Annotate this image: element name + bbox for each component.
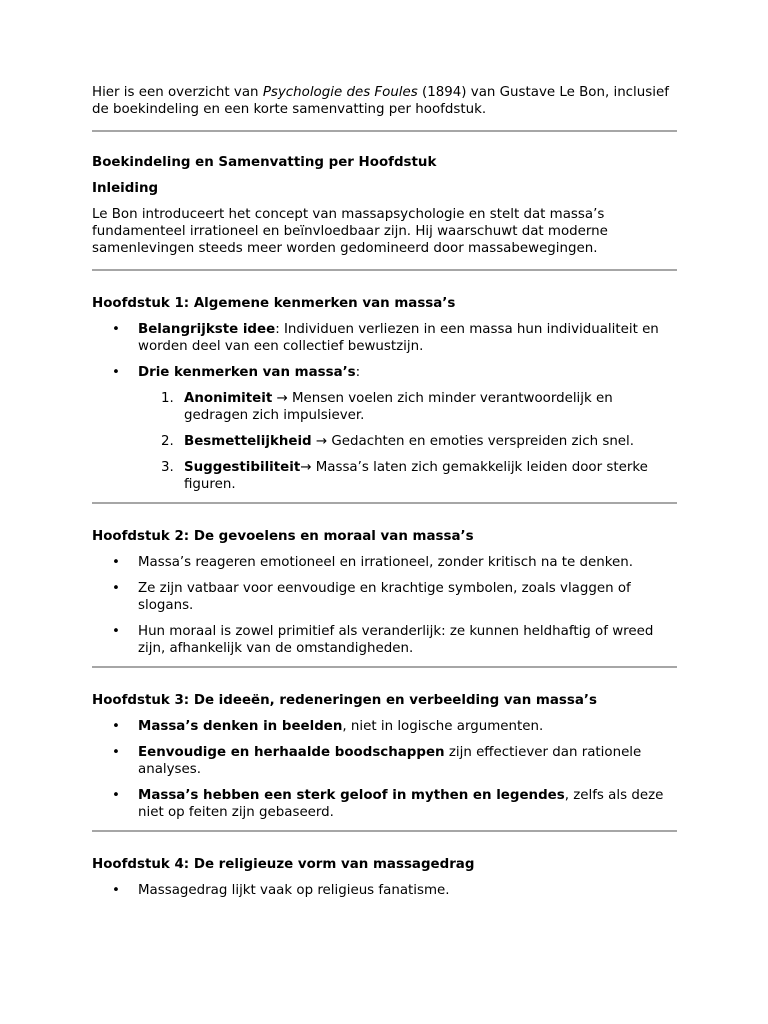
chapter-2-bullets xyxy=(92,554,677,657)
bullet-text: Massagedrag lijkt vaak op religieus fanatisme. xyxy=(138,883,450,898)
bullet-bold: Eenvoudige en herhaalde boodschappen xyxy=(138,745,445,760)
main-heading: Boekindeling en Samenvatting per Hoofdstuk xyxy=(92,155,437,170)
chapter-3-title: Hoofdstuk 3: De ideeën, redeneringen en verbeelding van massa’s xyxy=(92,693,597,708)
list-item xyxy=(92,882,677,899)
bullet-bold: Belangrijkste idee xyxy=(138,322,276,337)
bullet-text: Ze zijn vatbaar voor eenvoudige en krachtige symbolen, zoals vlaggen of slogans. xyxy=(138,581,631,613)
divider xyxy=(92,502,677,504)
item-text: → Gedachten en emoties verspreiden zich snel. xyxy=(311,434,635,449)
chapter-4-title: Hoofdstuk 4: De religieuze vorm van massagedrag xyxy=(92,857,475,872)
item-text: → Massa’s laten zich gemakkelijk leiden door sterke figuren. xyxy=(184,460,648,492)
item-number: 2. xyxy=(161,434,174,449)
list-item xyxy=(92,580,677,614)
inleiding-title: Inleiding xyxy=(92,181,159,196)
list-item xyxy=(92,718,677,735)
divider xyxy=(92,666,677,668)
divider xyxy=(92,830,677,832)
bullet-text: : Individuen verliezen in een massa hun individualiteit en worden deel van een collectief bewustzijn. xyxy=(138,322,659,354)
intro-book-title: Psychologie des Foules xyxy=(262,85,418,100)
bullet-text: : xyxy=(355,365,361,380)
chapter-3-bullets xyxy=(92,718,677,821)
list-item xyxy=(92,744,677,778)
inleiding-text: Le Bon introduceert het concept van massapsychologie en stelt dat massa’s fundamenteel irrationeel en beïnvloedbaar zijn. Hij waarschuwt dat moderne samenlevingen steeds meer worden gedomineerd door massabewegingen. xyxy=(92,207,608,256)
divider xyxy=(92,269,677,271)
bullet-bold: Drie kenmerken van massa’s xyxy=(138,365,356,380)
bullet-text: Hun moraal is zowel primitief als veranderlijk: ze kunnen heldhaftig of wreed zijn, afhankelijk van de omstandigheden. xyxy=(138,624,654,656)
document-page xyxy=(92,84,677,908)
bullet-text: Massa’s reageren emotioneel en irrationeel, zonder kritisch na te denken. xyxy=(138,555,634,570)
list-item xyxy=(92,364,677,493)
item-bold: Besmettelijkheid xyxy=(184,434,312,449)
divider xyxy=(92,130,677,132)
chapter-1-bullets xyxy=(92,321,677,493)
chapter-1-title: Hoofdstuk 1: Algemene kenmerken van massa’s xyxy=(92,296,456,311)
item-bold: Suggestibiliteit xyxy=(184,460,301,475)
intro-after: (1894) van Gustave Le Bon, inclusief de boekindeling en een korte samenvatting per hoofdstuk. xyxy=(92,85,669,117)
characteristics-list xyxy=(138,390,677,493)
list-item xyxy=(92,321,677,355)
bullet-text: , zelfs als deze niet op feiten zijn gebaseerd. xyxy=(138,788,664,820)
numbered-item xyxy=(138,459,677,493)
intro-paragraph xyxy=(92,84,677,118)
intro-before: Hier is een overzicht van xyxy=(92,85,263,100)
item-number: 3. xyxy=(161,460,174,475)
list-item xyxy=(92,623,677,657)
item-number: 1. xyxy=(161,391,174,406)
list-item xyxy=(92,787,677,821)
chapter-2-title: Hoofdstuk 2: De gevoelens en moraal van massa’s xyxy=(92,529,474,544)
item-bold: Anonimiteit xyxy=(184,391,273,406)
numbered-item xyxy=(138,433,677,450)
numbered-item xyxy=(138,390,677,424)
bullet-bold: Massa’s hebben een sterk geloof in mythen en legendes xyxy=(138,788,565,803)
bullet-bold: Massa’s denken in beelden xyxy=(138,719,343,734)
chapter-4-bullets xyxy=(92,882,677,899)
bullet-text: zijn effectiever dan rationele analyses. xyxy=(138,745,642,777)
list-item xyxy=(92,554,677,571)
item-text: → Mensen voelen zich minder verantwoordelijk en gedragen zich impulsiever. xyxy=(184,391,613,423)
bullet-text: , niet in logische argumenten. xyxy=(342,719,544,734)
